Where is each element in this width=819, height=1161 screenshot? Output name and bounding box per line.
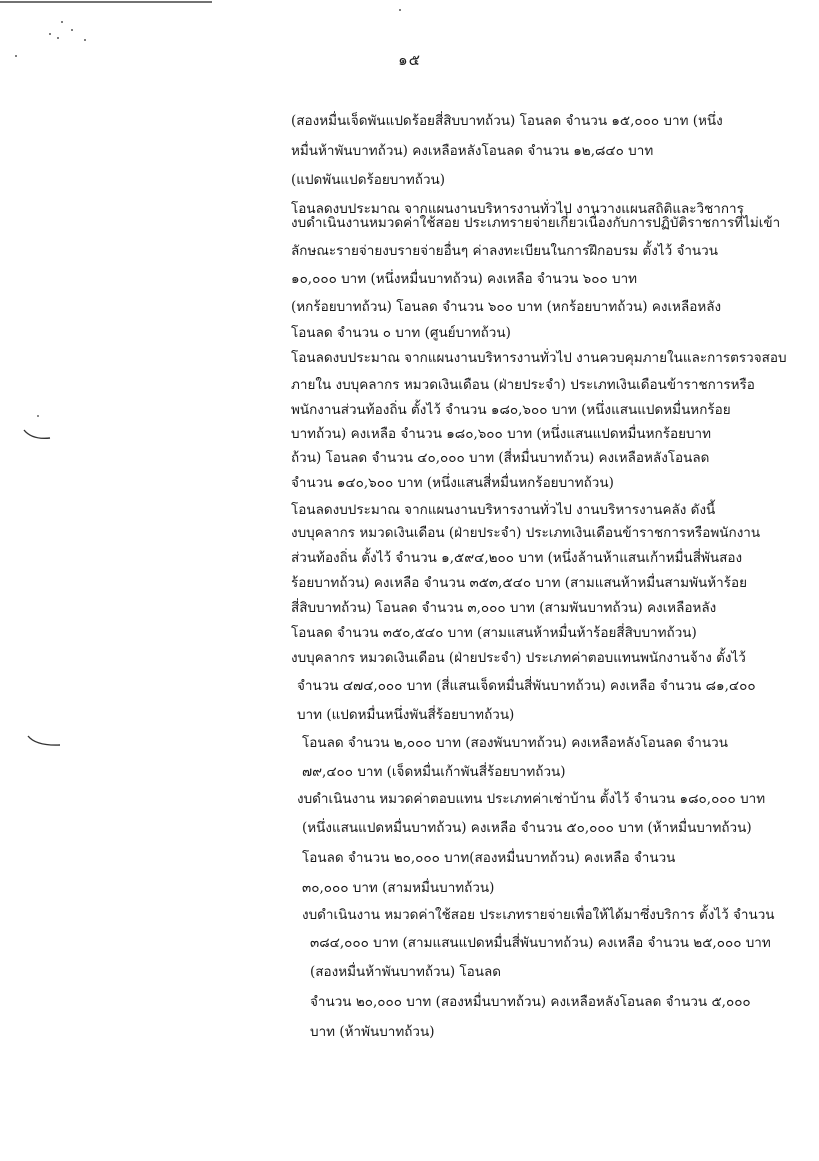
text-line: ภายใน งบบุคลากร หมวดเงินเดือน (ฝ่ายประจำ) ประเภทเงินเดือนข้าราชการหรือ [291, 377, 755, 393]
punch-hole-mark-upper [20, 410, 60, 450]
text-line: จำนวน ๑๔๐,๖๐๐ บาท (หนึ่งแสนสี่หมื่นหกร้อยบาทถ้วน) [291, 475, 614, 491]
text-line: บาทถ้วน) คงเหลือ จำนวน ๑๘๐,๖๐๐ บาท (หนึ่งแสนแปดหมื่นหกร้อยบาท [291, 426, 712, 442]
text-line: (สองหมื่นเจ็ดพันแปดร้อยสี่สิบบาทถ้วน) โอนลด จำนวน ๑๕,๐๐๐ บาท (หนึ่ง [291, 113, 723, 129]
text-line: (สองหมื่นห้าพันบาทถ้วน) โอนลด [310, 964, 502, 980]
text-line: (แปดพันแปดร้อยบาทถ้วน) [291, 172, 446, 188]
text-line: ๓๘๔,๐๐๐ บาท (สามแสนแปดหมื่นสี่พันบาทถ้วน) คงเหลือ จำนวน ๒๕,๐๐๐ บาท [310, 935, 771, 951]
text-line: โอนลด จำนวน ๓๕๐,๕๔๐ บาท (สามแสนห้าหมื่นห้าร้อยสี่สิบบาทถ้วน) [291, 625, 697, 641]
text-line: (หนึ่งแสนแปดหมื่นบาทถ้วน) คงเหลือ จำนวน ๕๐,๐๐๐ บาท (ห้าหมื่นบาทถ้วน) [302, 820, 752, 836]
text-line: งบดำเนินงาน หมวดค่าตอบแทน ประเภทค่าเช่าบ้าน ตั้งไว้ จำนวน ๑๘๐,๐๐๐ บาท [297, 791, 766, 807]
text-line: สี่สิบบาทถ้วน) โอนลด จำนวน ๓,๐๐๐ บาท (สามพันบาทถ้วน) คงเหลือหลัง [291, 600, 717, 616]
text-line: ๑๐,๐๐๐ บาท (หนึ่งหมื่นบาทถ้วน) คงเหลือ จำนวน ๖๐๐ บาท [291, 271, 638, 287]
text-line: โอนลดงบประมาณ จากแผนงานบริหารงานทั่วไป งานวางแผนสถิติและวิชาการ [291, 201, 744, 217]
text-line: ลักษณะรายจ่ายงบรายจ่ายอื่นๆ ค่าลงทะเบียนในการฝึกอบรม ตั้งไว้ จำนวน [291, 243, 718, 259]
text-line: บาท (แปดหมื่นหนึ่งพันสี่ร้อยบาทถ้วน) [297, 707, 515, 723]
text-line: โอนลดงบประมาณ จากแผนงานบริหารงานทั่วไป งานบริหารงานคลัง ดังนี้ [291, 502, 716, 518]
text-line: ๗๙,๔๐๐ บาท (เจ็ดหมื่นเก้าพันสี่ร้อยบาทถ้วน) [302, 764, 566, 780]
text-line: โอนลด จำนวน ๒,๐๐๐ บาท (สองพันบาทถ้วน) คงเหลือหลังโอนลด จำนวน [302, 735, 728, 751]
page-number: ๑๕ [398, 51, 421, 69]
text-line: โอนลดงบประมาณ จากแผนงานบริหารงานทั่วไป งานควบคุมภายในและการตรวจสอบ [291, 350, 787, 366]
text-line: จำนวน ๒๐,๐๐๐ บาท (สองหมื่นบาทถ้วน) คงเหลือหลังโอนลด จำนวน ๕,๐๐๐ [310, 994, 751, 1010]
text-line: งบดำเนินงานหมวดค่าใช้สอย ประเภทรายจ่ายเกี่ยวเนื่องกับการปฏิบัติราชการที่ไม่เข้า [291, 215, 781, 231]
text-line: โอนลด จำนวน ๐ บาท (ศูนย์บาทถ้วน) [291, 325, 511, 341]
text-line: จำนวน ๔๗๔,๐๐๐ บาท (สี่แสนเจ็ดหมื่นสี่พันบาทถ้วน) คงเหลือ จำนวน ๘๑,๔๐๐ [297, 678, 756, 694]
text-line: ร้อยบาทถ้วน) คงเหลือ จำนวน ๓๕๓,๕๔๐ บาท (สามแสนห้าหมื่นสามพันห้าร้อย [291, 575, 748, 591]
text-line: ส่วนท้องถิ่น ตั้งไว้ จำนวน ๑,๕๙๔,๒๐๐ บาท (หนึ่งล้านห้าแสนเก้าหมื่นสี่พันสอง [291, 550, 743, 566]
text-line: งบดำเนินงาน หมวดค่าใช้สอย ประเภทรายจ่ายเพื่อให้ได้มาซึ่งบริการ ตั้งไว้ จำนวน [302, 907, 775, 923]
text-line: บาท (ห้าพันบาทถ้วน) [310, 1024, 435, 1040]
text-line: งบบุคลากร หมวดเงินเดือน (ฝ่ายประจำ) ประเภทเงินเดือนข้าราชการหรือพนักงาน [291, 525, 761, 541]
text-line: งบบุคลากร หมวดเงินเดือน (ฝ่ายประจำ) ประเภทค่าตอบแทนพนักงานจ้าง ตั้งไว้ [291, 650, 746, 666]
scan-artifact-dot [396, 6, 404, 14]
text-line: พนักงานส่วนท้องถิ่น ตั้งไว้ จำนวน ๑๘๐,๖๐๐ บาท (หนึ่งแสนแปดหมื่นหกร้อย [291, 402, 731, 418]
text-line: ถ้วน) โอนลด จำนวน ๔๐,๐๐๐ บาท (สี่หมื่นบาทถ้วน) คงเหลือหลังโอนลด [291, 450, 710, 466]
text-line: (หกร้อยบาทถ้วน) โอนลด จำนวน ๖๐๐ บาท (หกร้อยบาทถ้วน) คงเหลือหลัง [291, 299, 722, 315]
text-line: หมื่นห้าพันบาทถ้วน) คงเหลือหลังโอนลด จำนวน ๑๒,๘๔๐ บาท [291, 143, 654, 159]
text-line: ๓๐,๐๐๐ บาท (สามหมื่นบาทถ้วน) [302, 880, 495, 896]
punch-hole-mark-lower [26, 726, 66, 756]
text-line: โอนลด จำนวน ๒๐,๐๐๐ บาท(สองหมื่นบาทถ้วน) คงเหลือ จำนวน [302, 850, 676, 866]
